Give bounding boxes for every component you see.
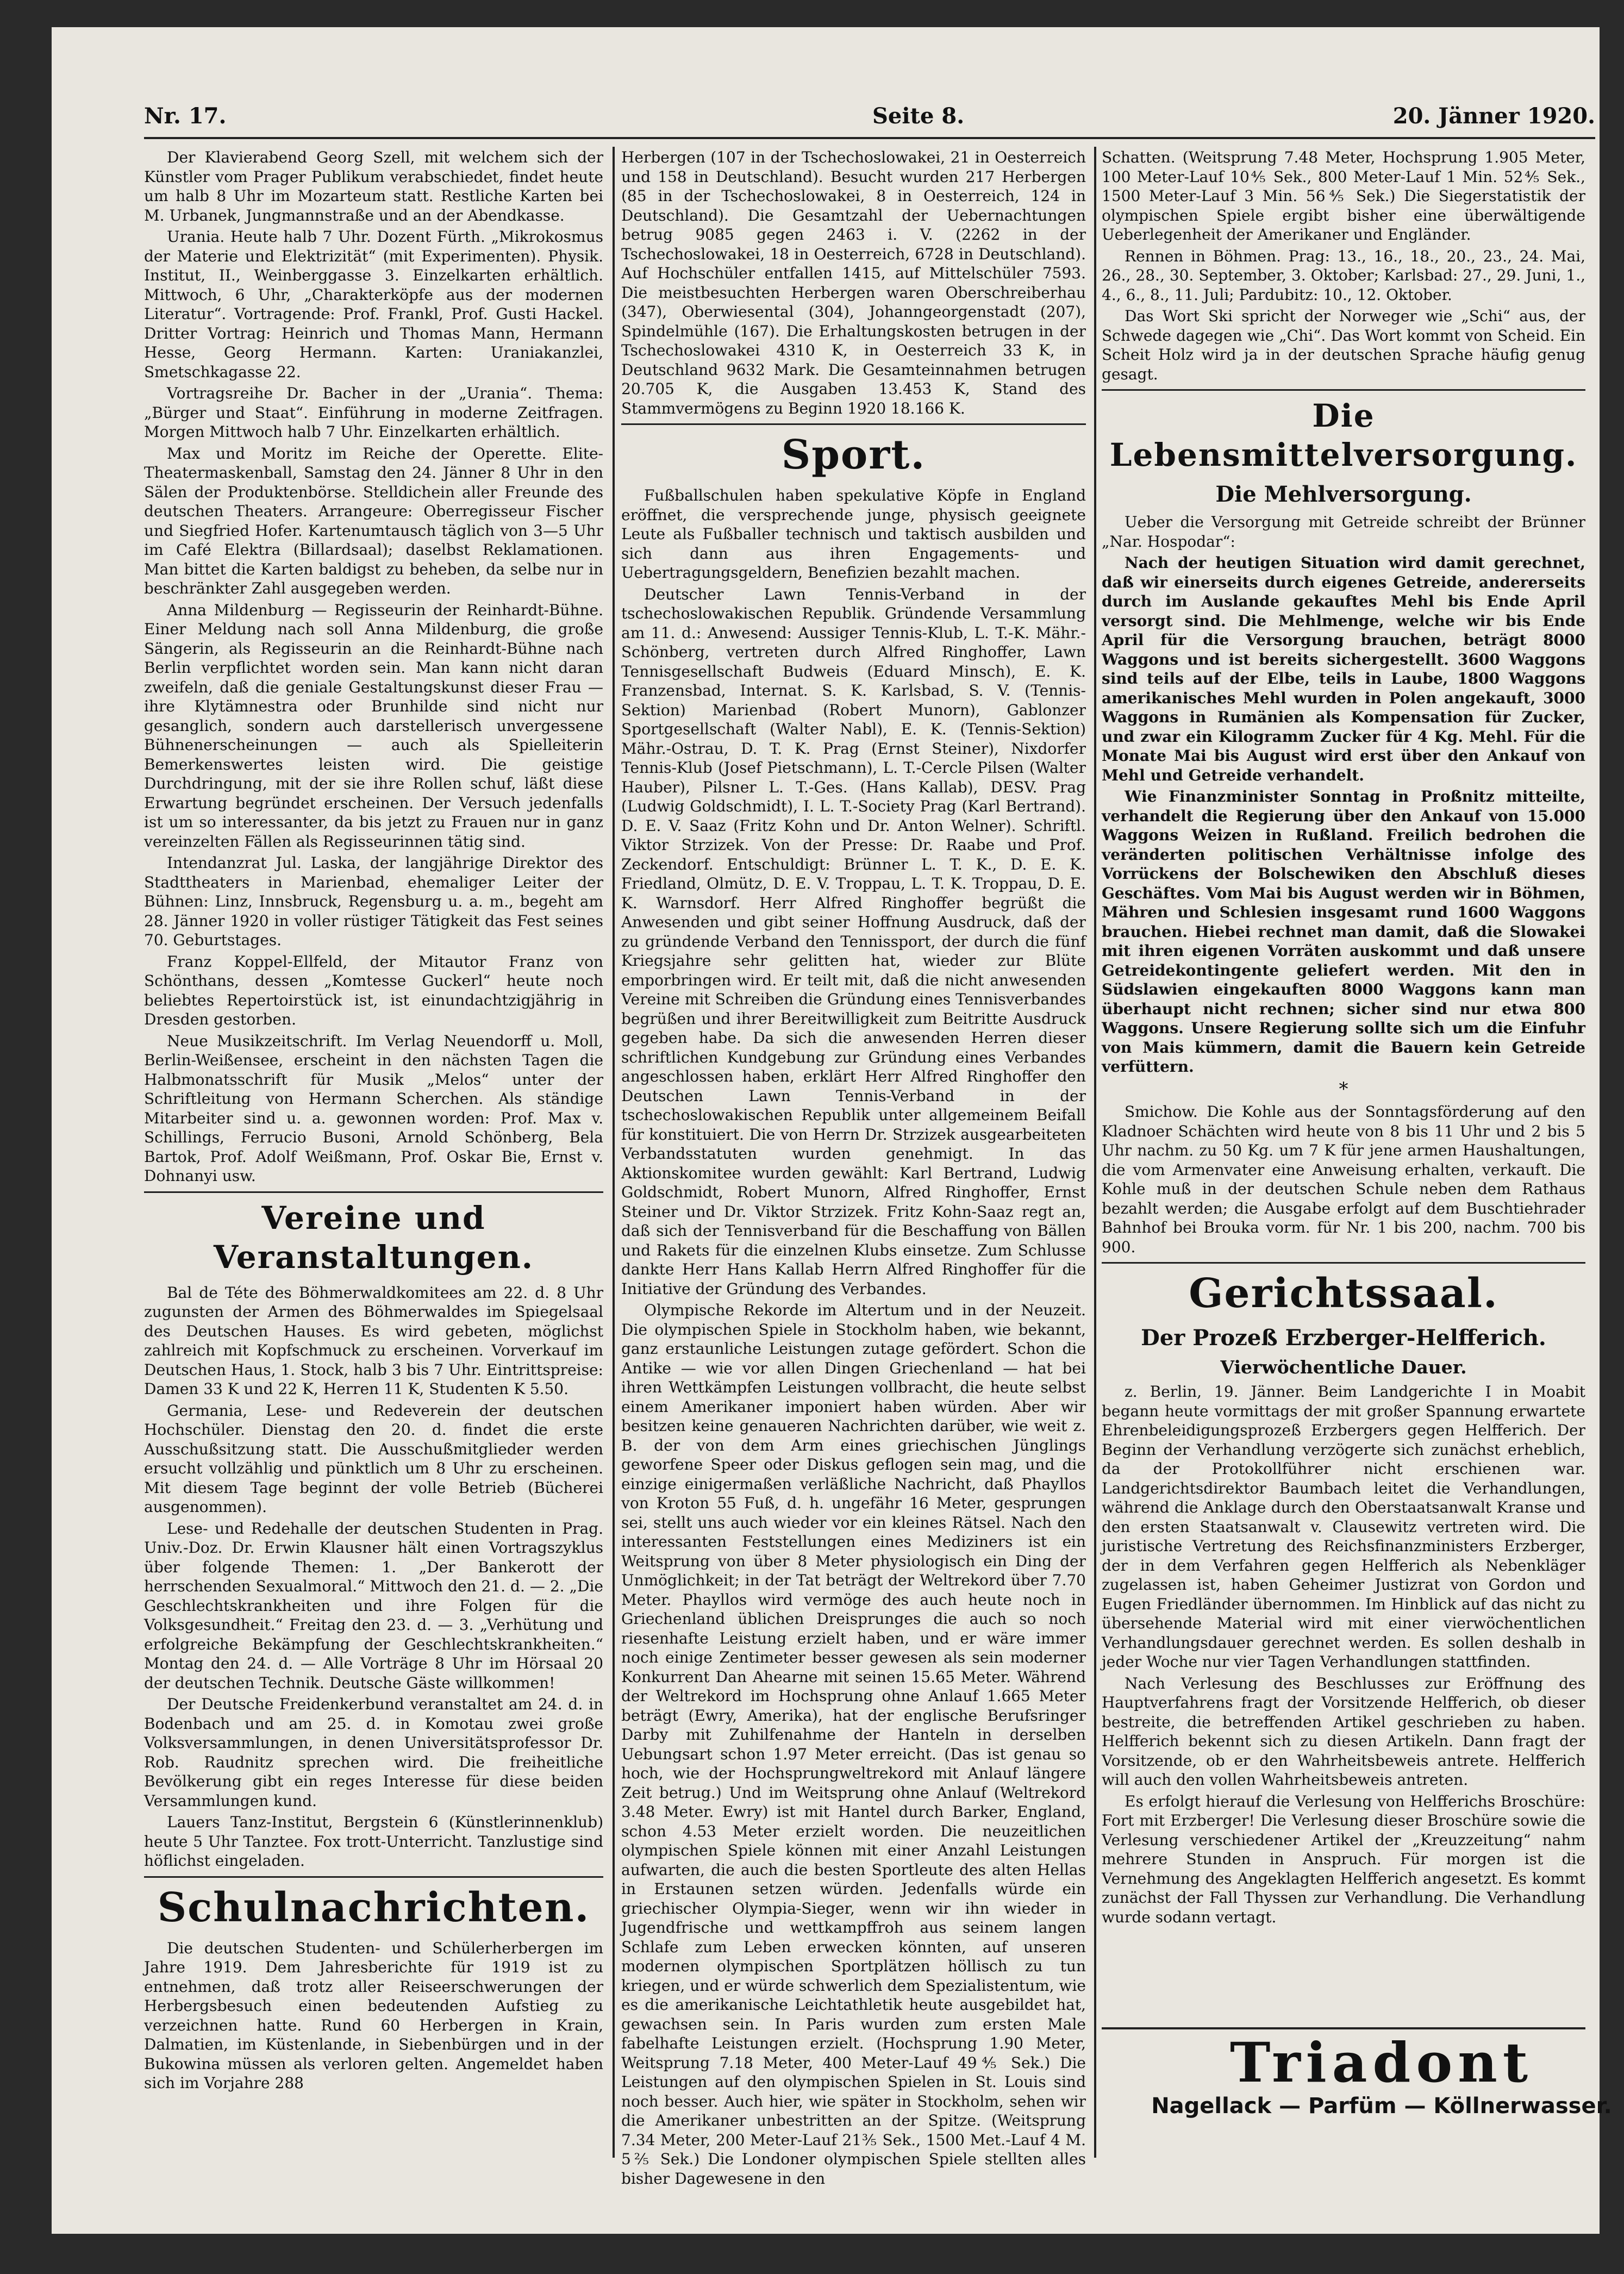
article-lawn-tennis: Deutscher Lawn Tennis-Verband in der tschechoslowakischen Republik. Gründende Versammlung am 11. d.: Anwesend: Aussiger Tennis-Klub, L. T.-K. Mähr.-Schönberg, vertreten durch Alfred Ringhoffer, Lawn Tennisgesellschaft Budweis (Eduard Minsch), E. K. Franzensbad, Internat. S. K. Karlsbad, S. V. (Tennis-Sektion) Marienbad (Robert Munorn), Gablonzer Sportgesellschaft (Walter Nabl), E. K. (Tennis-Sektion) Mähr.-Ostrau, D. T. K. Prag (Ernst Steiner), Nixdorfer Tennis-Klub (Josef Pietschmann), L. T.-Cercle Pilsen (Walter Hauber), Pilsner L. T.-Ges. (Hans Kallab), DESV. Prag (Ludwig Goldschmidt), I. L. T.-Society Prag (Karl Bertrand). D. E. V. Saaz (Fritz Kohn und Dr. Anton Welner). Schriftl. Viktor Strzizek. Von der Presse: Dr. Raabe und Prof. Zeckendorf. Entschuldigt: Brünner L. T. K., D. E. K. Friedland, Olmütz, D. E. V. Troppau, L. T. K. Troppau, D. E. K. Warnsdorf. Herr Alfred Ringhoffer begrüßt die Anwesenden und gibt seiner Hoffnung Ausdruck, daß der zu gründende Verband den Tennissport, der durch die fünf Kriegsjahre sehr gelitten hat, wieder zur Blüte emporbringen wird. Er teilt mit, daß die nicht anwesenden Vereine mit Schreiben die Gründung eines Tennisverbandes begrüßen und ihrer Bereitwilligkeit zum Beitritte Ausdruck gegeben habe. Da sich die anwesenden Herren dieser schriftlichen Kundgebung zur Gründung eines Verbandes angeschlossen haben, erklärt Herr Alfred Ringhoffer den Deutschen Lawn Tennis-Verband in der tschechoslowakischen Republik unter allgemeinem Beifall für konstituiert. Die von Herrn Dr. Strzizek ausgearbeiteten Verbandsstatuten wurden genehmigt. In das Aktionskomitee wurden gewählt: Karl Bertrand, Ludwig Goldschmidt, Robert Munorn, Alfred Ringhoffer, Ernst Steiner und Dr. Viktor Strzizek. Fritz Kohn-Saaz regt an, daß sich der Tennisverband für die Beschaffung von Bällen und Rakets für die einzelnen Klubs einsetze. Zum Schlusse dankte Herr Hans Kallab Herrn Alfred Ringhoffer für die Initiative der Gründung des Verbandes.: [621, 585, 1086, 1298]
page-header: [144, 103, 1595, 141]
section-title-lebensmittel: Die Lebensmittelversorgung.: [1109, 397, 1578, 473]
article-ski: Das Wort Ski spricht der Norweger wie „Schi“ aus, der Schwede dagegen wie „Chi“. Das Wort kommt von Scheid. Ein Scheit Holz wird ja in der deutschen Sprache häufig genug gesagt.: [1102, 307, 1585, 383]
issue-date: 20. Jänner 1920.: [1392, 103, 1595, 129]
article-bal-de-tete: Bal de Téte des Böhmerwaldkomitees am 22. d. 8 Uhr zugunsten der Armen des Böhmerwaldes im Spiegelsaal des Deutschen Hauses. Es wird gebeten, möglichst zahlreich mit Kopfschmuck zu erscheinen. Vorverkauf im Deutschen Haus, 1. Stock, halb 3 bis 7 Uhr. Eintrittspreise: Damen 33 K und 22 K, Herren 11 K, Studenten K 5.50.: [144, 1283, 603, 1398]
issue-number: Nr. 17.: [144, 103, 227, 129]
article-prozess-3: Es erfolgt hierauf die Verlesung von Helfferichs Broschüre: Fort mit Erzberger! Die Verlesung dieser Broschüre sowie die Verlesung verschiedener Artikel der „Kreuzzeitung“ nahm mehrere Stunden in Anspruch. Für morgen ist die Vernehmung des Angeklagten Helfferich angesetzt. Es kommt zunächst der Fall Thyssen zur Verhandlung. Die Verhandlung wurde sodann vertagt.: [1102, 1792, 1585, 1926]
column-1: [144, 148, 603, 2153]
article-lese-und-redehalle: Lese- und Redehalle der deutschen Studenten in Prag. Univ.-Doz. Dr. Erwin Klausner hält einen Vortragszyklus über folgende Themen: 1. „Der Bankerott der herrschenden Sexualmoral.“ Mittwoch den 21. d. — 2. „Die Geschlechtskrankheiten und ihre Folgen für die Volksgesundheit.“ Freitag den 23. d. — 3. „Verhütung und erfolgreiche Bekämpfung der Geschlechtskrankheiten.“ Montag den 24. d. — Alle Vorträge 8 Uhr im Hörsaal 20 der deutschen Technik. Deutsche Gäste willkommen!: [144, 1519, 603, 1692]
article-urania: Urania. Heute halb 7 Uhr. Dozent Fürth. „Mikrokosmus der Materie und Elektrizität“ (mit Experimenten). Physik. Institut, II., Weinberggasse 3. Einzelkarten erhältlich. Mittwoch, 6 Uhr, „Charakterköpfe aus der modernen Literatur“. Vortragende: Prof. Frankl, Prof. Gusti Hackel. Dritter Vortrag: Heinrich und Thomas Mann, Hermann Hesse, Georg Hermann. Karten: Uraniakanzlei, Smetschkagasse 22.: [144, 228, 603, 381]
article-olympia-cont: Schatten. (Weitsprung 7.48 Meter, Hochsprung 1.905 Meter, 100 Meter-Lauf 10⅘ Sek., 800 Meter-Lauf 1 Min. 52⅘ Sek., 1500 Meter-Lauf 3 Min. 56⅘ Sek.) Die Siegerstatistik der olympischen Spiele ergibt bisher eine überwältigende Ueberlegenheit der Amerikaner und Engländer.: [1102, 148, 1585, 243]
article-laska: Intendanzrat Jul. Laska, der langjährige Direktor des Stadttheaters in Marienbad, ehemaliger Leiter der Bühnen: Linz, Innsbruck, Regensburg u. a. m., begeht am 28. Jänner 1920 in voller rüstiger Tätigkeit das Fest seines 70. Geburtstages.: [144, 854, 603, 949]
column-divider-2: [1094, 147, 1096, 2158]
newspaper-page: [52, 27, 1612, 2234]
advertisement: [1145, 2033, 1618, 2125]
ad-brand: Triadont: [1229, 2031, 1534, 2095]
section-rule: [144, 1191, 603, 1193]
article-max-und-moritz: Max und Moritz im Reiche der Operette. Elite-Theatermaskenball, Samstag den 24. Jänner 8 Uhr in den Sälen der Produktenbörse. Stelldichein aller Freunde des deutschen Theaters. Arrangeure: Oberregisseur Fischer und Siegfried Hofer. Kartenumtausch täglich von 3—5 Uhr im Café Elektra (Billardsaal); daselbst Reklamationen. Man bittet die Karten baldigst zu beheben, da selbe nur in beschränkter Zahl ausgegeben werden.: [144, 444, 603, 597]
article-prozess-2: Nach Verlesung des Beschlusses zur Eröffnung des Hauptverfahrens fragt der Vorsitzende Helfferich, ob dieser bestreite, die betreffenden Artikel geschrieben zu haben. Helfferich bekennt sich zu diesen Artikeln. Dann fragt der Vorsitzende, ob er den Wahrheitsbeweis antrete. Helfferich will auch den vollen Wahrheitsbeweis antreten.: [1102, 1674, 1585, 1789]
article-herbergen: Die deutschen Studenten- und Schülerherbergen im Jahre 1919. Dem Jahresberichte für 1919 ist zu entnehmen, daß trotz aller Reiseerschwerungen der Herbergsbesuch einen bedeutenden Aufstieg zu verzeichnen hatte. Rund 60 Herbergen in Krain, Dalmatien, im Küstenlande, in Siebenbürgen und in der Bukowina müssen als verloren gelten. Angemeldet haben sich im Vorjahre 288: [144, 1939, 603, 2092]
article-freidenkerbund: Der Deutsche Freidenkerbund veranstaltet am 24. d. in Bodenbach und am 25. d. in Komotau zwei große Volksversammlungen, in denen Universitätsprofessor Dr. Rob. Raudnitz sprechen wird. Die freiheitliche Bevölkerung gibt ein reges Interesse für diese beiden Versammlungen kund.: [144, 1695, 603, 1810]
column-2: [621, 148, 1086, 2188]
section-rule: [1102, 1262, 1585, 1264]
ad-products: Nagellack — Parfüm — Köllnerwasser.: [1151, 2094, 1612, 2119]
column-3: [1102, 148, 1585, 2023]
subtitle-prozess: Der Prozeß Erzberger-Helfferich.: [1141, 1325, 1546, 1351]
separator-star: *: [1339, 1078, 1348, 1100]
section-rule: [144, 1876, 603, 1878]
article-mildenburg: Anna Mildenburg — Regisseurin der Reinhardt-Bühne. Einer Meldung nach soll Anna Mildenburg, die große Sängerin, als Regisseurin an die Reinhardt-Bühne nach Berlin verpflichtet worden sein. Man kann nicht daran zweifeln, daß die geniale Gestaltungskunst dieser Frau — ihre Klytämnestra oder Brunhilde sind nicht nur gesanglich, sondern auch darstellerisch unvergessene Bühnenerscheinungen — auch als Spielleiterin Bemerkenswertes leisten wird. Die geistige Durchdringung, mit der sie ihre Rollen schuf, läßt diese Erwartung begründet erscheinen. Der Versuch jedenfalls ist um so interessanter, da bis jetzt zu Frauen nur in ganz vereinzelten Fällen als Regisseurinnen tätig sind.: [144, 601, 603, 851]
subtitle-dauer: Vierwöchentliche Dauer.: [1220, 1357, 1467, 1378]
article-mehl-2: Wie Finanzminister Sonntag in Proßnitz mitteilte, verhandelt die Regierung über den Ankauf von 15.000 Waggons Weizen in Rußland. Freilich bedrohen die veränderten politischen Verhältnisse infolge des Vorrückens der Bolschewiken den Abschluß dieses Geschäftes. Vom Mai bis August werden wir in Böhmen, Mähren und Schlesien insgesamt rund 1600 Waggons brauchen. Hiebei rechnet man damit, daß die Slowakei mit ihren eigenen Vorräten auskommt und daß unsere Getreidekontingente geliefert werden. Mit den in Südslawien eingekauften 8000 Waggons kann man überhaupt nicht rechnen; sicher sind nur etwa 800 Waggons. Unsere Regierung sollte sich um die Einfuhr von Mais kümmern, damit die Bauern kein Getreide verfüttern.: [1102, 788, 1585, 1076]
article-fussballschulen: Fußballschulen haben spekulative Köpfe in England eröffnet, die versprechende junge, physisch geeignete Leute als Fußballer technisch und taktisch ausbilden und sich dann aus ihren Engagements- und Uebertragungsgeldern, Benefizien bezahlt machen.: [621, 486, 1086, 582]
article-olympische-rekorde: Olympische Rekorde im Altertum und in der Neuzeit. Die olympischen Spiele in Stockholm haben, wie bekannt, ganz erstaunliche Leistungen zutage gefördert. Schon die Antike — wie vor allen Dingen Griechenland — hat bei ihren Wettkämpfen Leistungen vollbracht, die heute selbst einem Amerikaner imponiert haben würden. Aber wir besitzen keine genaueren Nachrichten darüber, wie weit z. B. der von dem Arm eines griechischen Jünglings geworfene Speer oder Diskus geflogen sein mag, und die einzige einigermaßen verläßliche Nachricht, daß Phayllos von Kroton 55 Fuß, d. h. ungefähr 16 Meter, gesprungen sei, stellt uns auch wieder vor ein kleines Rätsel. Nach den interessanten Feststellungen eines Mediziners ist ein Weitsprung von über 8 Meter physiologisch ein Ding der Unmöglichkeit; in der Tat beträgt der Weltrekord über 7.70 Meter. Phayllos wird vermöge des auch heute noch in Griechenland üblichen Dreisprunges die auch so noch riesenhafte Leistung erzielt haben, und er wäre immer noch einige Zentimeter besser gewesen als sein moderner Konkurrent Dan Ahearne mit seinen 15.65 Meter. Während der Weltrekord im Hochsprung ohne Anlauf 1.665 Meter beträgt (Ewry, Amerika), hat der englische Berufsringer Darby mit Zuhilfenahme der Hanteln in derselben Uebungsart schon 1.97 Meter erreicht. (Das ist genau so hoch, wie der Hochsprungweltrekord mit Anlauf längere Zeit betrug.) Und im Weitsprung ohne Anlauf (Weltrekord 3.48 Meter. Ewry) ist mit Hantel durch Barker, England, schon 4.53 Meter erzielt worden. Die neuzeitlichen olympischen Spiele können mit einer Anzahl Leistungen aufwarten, die auch die besten Sportleute des alten Hellas in Erstaunen setzen würden. Jedenfalls würde ein griechischer Olympia-Sieger, wenn wir ihn wieder in Jugendfrische und wettkampffroh aus seinem langen Schlafe zum Leben erwecken könnten, auf unseren modernen olympischen Sportplätzen höllisch zu tun kriegen, und er würde schwerlich dem Spezialistentum, wie es die amerikanische Leichtathletik heute ausgebildet hat, gewachsen sein. In Paris wurden zum ersten Male fabelhafte Leistungen erzielt. (Hochsprung 1.90 Meter, Weitsprung 7.18 Meter, 400 Meter-Lauf 49⅘ Sek.) Die Leistungen auf den olympischen Spielen in St. Louis sind noch besser. Auch hier, wie später in Stockholm, sehen wir die Amerikaner unbestritten an der Spitze. (Weitsprung 7.34 Meter, 200 Meter-Lauf 21⅗ Sek., 1500 Met.-Lauf 4 M. 5⅖ Sek.) Die Londoner olympischen Spiele stellten alles bisher Dagewesene in den: [621, 1301, 1086, 2188]
article-prozess-1: z. Berlin, 19. Jänner. Beim Landgerichte I in Moabit begann heute vormittags der mit großer Spannung erwartete Ehrenbeleidigungsprozeß Erzbergers gegen Helfferich. Der Beginn der Verhandlung verzögerte sich zunächst erheblich, da der Protokollführer nicht erschienen war. Landgerichtsdirektor Baumbach leitet die Verhandlungen, während die Anklage durch den Oberstaatsanwalt Kranse und den ersten Staatsanwalt v. Clausewitz vertreten wird. Die juristische Vertretung des Reichsfinanzministers Erzberger, der in dem Verfahren gegen Helfferich als Nebenkläger zugelassen ist, haben Geheimer Justizrat von Gordon und Eugen Friedländer übernommen. Im Hinblick auf das nicht zu übersehende Material wird mit einer vierwöchentlichen Verhandlungsdauer gerechnet werden. Es sollen deshalb in jeder Woche nur vier Tagen Verhandlungen stattfinden.: [1102, 1383, 1585, 1671]
article-smichow: Smichow. Die Kohle aus der Sonntagsförderung auf den Kladnoer Schächten wird heute von 8 bis 11 Uhr und 2 bis 5 Uhr nachm. zu 50 Kg. um 7 K für jene armen Haushaltungen, die vom Armenvater eine Anweisung erhalten, verkauft. Die Kohle muß in der deutschen Schule neben dem Rathaus bezahlt werden; die Ausgabe erfolgt auf dem Buschtiehrader Bahnhof bei Brouka vorm. für Nr. 1 bis 200, nachm. 700 bis 900.: [1102, 1103, 1585, 1256]
header-rule: [144, 137, 1595, 139]
section-rule: [621, 423, 1086, 425]
article-tanz-institut: Lauers Tanz-Institut, Bergstein 6 (Künstlerinnenklub) heute 5 Uhr Tanztee. Fox trott-Unterricht. Tanzlustige sind höflichst eingeladen.: [144, 1813, 603, 1870]
article-germania: Germania, Lese- und Redeverein der deutschen Hochschüler. Dienstag den 20. d. findet die erste Ausschußsitzung statt. Die Ausschußmitglieder werden ersucht vollzählig und pünktlich um 8 Uhr zu erscheinen. Mit diesem Tage beginnt der volle Betrieb (Bücherei ausgenommen).: [144, 1401, 603, 1516]
article-mehl-1: Nach der heutigen Situation wird damit gerechnet, daß wir einerseits durch eigenes Getreide, andererseits durch im Auslande gekauftes Mehl bis Ende April versorgt sind. Die Mehlmenge, welche wir bis Ende April für die Versorgung brauchen, beträgt 8000 Waggons und ist bereits sichergestellt. 3600 Waggons sind teils auf der Elbe, teils in Laube, 1800 Waggons amerikanisches Mehl wurden in Polen angekauft, 3000 Waggons in Rumänien als Kompensation für Zucker, und zwar ein Kilogramm Zucker für 4 Kg. Mehl. Für die Monate Mai bis August wird erst über den Ankauf von Mehl und Getreide verhandelt.: [1102, 554, 1585, 784]
column-divider-1: [613, 147, 615, 2158]
article-mehl-intro: Ueber die Versorgung mit Getreide schreibt der Brünner „Nar. Hospodar“:: [1102, 513, 1585, 551]
article-klavierabend: Der Klavierabend Georg Szell, mit welchem sich der Künstler vom Prager Publikum verabschiedet, findet heute um halb 8 Uhr im Mozarteum statt. Restliche Karten bei M. Urbanek, Jungmannstraße und an der Abendkasse.: [144, 148, 603, 224]
article-vortragsreihe: Vortragsreihe Dr. Bacher in der „Urania“. Thema: „Bürger und Staat“. Einführung in moderne Zeitfragen. Morgen Mittwoch halb 7 Uhr. Einzelkarten erhältlich.: [144, 384, 603, 441]
ad-rule: [1102, 2027, 1585, 2029]
section-title-sport: Sport.: [781, 432, 926, 478]
article-musikzeitschrift: Neue Musikzeitschrift. Im Verlag Neuendorff u. Moll, Berlin-Weißensee, erscheint in den nächsten Tagen die Halbmonatsschrift für Musik „Melos“ unter der Schriftleitung von Hermann Scherchen. Als ständige Mitarbeiter sind u. a. gewonnen worden: Prof. Max v. Schillings, Ferrucio Busoni, Arnold Schönberg, Bela Bartok, Prof. Adolf Weißmann, Prof. Oskar Bie, Ernst v. Dohnanyi usw.: [144, 1032, 603, 1185]
section-rule: [1102, 389, 1585, 391]
article-herbergen-cont: Herbergen (107 in der Tschechoslowakei, 21 in Oesterreich und 158 in Deutschland). Besucht wurden 217 Herbergen (85 in der Tschechoslowakei, 8 in Oesterreich, 124 in Deutschland). Die Gesamtzahl der Uebernachtungen betrug 9085 gegen 2463 i. V. (2262 in der Tschechoslowakei, 18 in Oesterreich, 6728 in Deutschland). Auf Hochschüler entfallen 1415, auf Mittelschüler 7593. Die meistbesuchten Herbergen waren Oberschreiberhau (347), Oberwiesental (304), Johanngeorgenstadt (207), Spindelmühle (167). Die Erhaltungskosten betrugen in der Tschechoslowakei 4310 K, in Oesterreich 33 K, in Deutschland 9632 Mark. Die Gesamteinnahmen betrugen 20.705 K, die Ausgaben 13.453 K, Stand des Stammvermögens zu Beginn 1920 18.166 K.: [621, 148, 1086, 417]
section-title-gerichtssaal: Gerichtssaal.: [1189, 1270, 1498, 1317]
article-rennen: Rennen in Böhmen. Prag: 13., 16., 18., 20., 23., 24. Mai, 26., 28., 30. September, 3. Oktober; Karlsbad: 27., 29. Juni, 1., 4., 6., 8., 11. Juli; Pardubitz: 10., 12. Oktober.: [1102, 247, 1585, 304]
page-number: Seite 8.: [872, 103, 965, 129]
article-koppel-ellfeld: Franz Koppel-Ellfeld, der Mitautor Franz von Schönthans, dessen „Komtesse Guckerl“ heute noch beliebtes Repertoirstück ist, ist einundachtzigjährig in Dresden gestorben.: [144, 952, 603, 1028]
section-title-schulnachrichten: Schulnachrichten.: [157, 1884, 590, 1931]
section-title-vereine: Vereine und Veranstaltungen.: [214, 1199, 534, 1276]
subtitle-mehlversorgung: Die Mehlversorgung.: [1215, 482, 1472, 507]
